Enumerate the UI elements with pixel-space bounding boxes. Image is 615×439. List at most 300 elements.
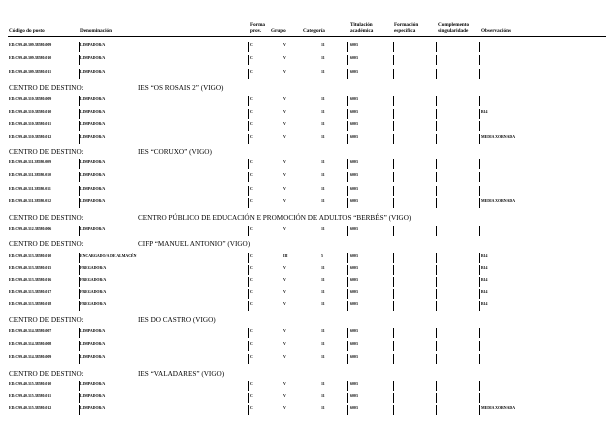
column-separator bbox=[479, 69, 480, 79]
center-label: CENTRO DE DESTINO: bbox=[9, 84, 84, 92]
cell-categoria: 11 bbox=[321, 355, 325, 359]
column-separator bbox=[347, 96, 348, 106]
column-separator bbox=[479, 159, 480, 169]
cell-forma: C bbox=[250, 355, 253, 359]
cell-forma: C bbox=[250, 56, 253, 60]
header-formacion: Formación específica bbox=[394, 22, 419, 34]
cell-forma: C bbox=[250, 43, 253, 47]
cell-titulacion: 6003 bbox=[350, 97, 358, 101]
table-row bbox=[0, 198, 615, 209]
column-separator bbox=[248, 289, 249, 299]
column-separator bbox=[347, 109, 348, 119]
cell-denominacion: LIMPADOR/A bbox=[80, 160, 106, 164]
cell-categoria: 11 bbox=[321, 160, 325, 164]
cell-categoria: 11 bbox=[321, 406, 325, 410]
cell-code: ED.C99.40.310.38580.010 bbox=[9, 110, 52, 114]
column-separator bbox=[248, 226, 249, 236]
column-separator bbox=[393, 354, 394, 364]
cell-forma: C bbox=[250, 173, 253, 177]
cell-observacions: MEDIA XORNADA bbox=[481, 199, 516, 203]
cell-denominacion: ENCARGADO/A DE ALMACÉN bbox=[80, 254, 137, 258]
column-separator bbox=[479, 96, 480, 106]
column-separator bbox=[436, 289, 437, 299]
column-separator bbox=[248, 253, 249, 263]
center-heading bbox=[9, 240, 609, 249]
column-separator bbox=[248, 354, 249, 364]
cell-code: ED.C99.40.314.38580.007 bbox=[9, 329, 52, 333]
cell-titulacion: 6003 bbox=[350, 135, 358, 139]
column-separator bbox=[347, 172, 348, 182]
column-separator bbox=[248, 109, 249, 119]
cell-observacions: MEDIA XORNADA bbox=[481, 406, 516, 410]
column-separator bbox=[479, 226, 480, 236]
column-separator bbox=[479, 381, 480, 391]
cell-grupo: III bbox=[283, 254, 288, 258]
cell-grupo: V bbox=[283, 342, 286, 346]
column-separator bbox=[436, 253, 437, 263]
cell-categoria: 11 bbox=[321, 70, 325, 74]
cell-forma: C bbox=[250, 199, 253, 203]
cell-forma: C bbox=[250, 227, 253, 231]
table-row bbox=[0, 96, 615, 107]
cell-code: ED.C99.40.309.38580.010 bbox=[9, 56, 52, 60]
cell-denominacion: FREGADOR/A bbox=[80, 302, 107, 306]
table-row bbox=[0, 289, 615, 300]
column-separator bbox=[393, 393, 394, 403]
column-separator bbox=[393, 277, 394, 287]
cell-denominacion: LIMPADOR/A bbox=[80, 199, 106, 203]
column-separator bbox=[393, 265, 394, 275]
cell-code: ED.C99.40.311.38580.012 bbox=[9, 199, 52, 203]
cell-forma: C bbox=[250, 70, 253, 74]
column-separator bbox=[479, 328, 480, 338]
column-separator bbox=[393, 405, 394, 415]
column-separator bbox=[347, 341, 348, 351]
column-separator bbox=[347, 55, 348, 65]
cell-code: ED.C99.40.310.38580.009 bbox=[9, 97, 52, 101]
cell-forma: C bbox=[250, 135, 253, 139]
header-complemento: Complemento singularidade bbox=[438, 22, 470, 34]
cell-code: ED.C99.40.314.38580.008 bbox=[9, 342, 52, 346]
header-denominacion: Denominación bbox=[80, 28, 112, 34]
cell-titulacion: 6003 bbox=[350, 355, 358, 359]
column-separator bbox=[248, 265, 249, 275]
column-separator bbox=[393, 301, 394, 311]
cell-grupo: V bbox=[283, 187, 286, 191]
cell-titulacion: 6003 bbox=[350, 199, 358, 203]
cell-grupo: V bbox=[283, 135, 286, 139]
cell-grupo: V bbox=[283, 122, 286, 126]
table-row bbox=[0, 172, 615, 183]
cell-denominacion: LIMPADOR/A bbox=[80, 355, 106, 359]
table-row bbox=[0, 159, 615, 170]
column-separator bbox=[248, 301, 249, 311]
column-separator bbox=[436, 55, 437, 65]
center-heading bbox=[9, 214, 609, 223]
column-separator bbox=[436, 134, 437, 144]
column-separator bbox=[248, 405, 249, 415]
column-separator bbox=[347, 186, 348, 196]
cell-observacions: B14 bbox=[481, 278, 488, 282]
table-row bbox=[0, 55, 615, 66]
column-separator bbox=[393, 172, 394, 182]
column-separator bbox=[347, 69, 348, 79]
cell-titulacion: 6003 bbox=[350, 290, 358, 294]
column-separator bbox=[393, 186, 394, 196]
column-separator bbox=[347, 354, 348, 364]
column-separator bbox=[393, 226, 394, 236]
cell-categoria: 11 bbox=[321, 56, 325, 60]
cell-categoria: 11 bbox=[321, 110, 325, 114]
column-separator bbox=[393, 121, 394, 131]
center-name: IES “OS ROSAIS 2” (VIGO) bbox=[138, 84, 224, 92]
cell-titulacion: 6003 bbox=[350, 227, 358, 231]
cell-denominacion: LIMPADOR/A bbox=[80, 110, 106, 114]
column-separator bbox=[479, 134, 480, 144]
cell-titulacion: 6003 bbox=[350, 329, 358, 333]
cell-forma: C bbox=[250, 290, 253, 294]
column-separator bbox=[248, 42, 249, 52]
cell-grupo: V bbox=[283, 43, 286, 47]
column-separator bbox=[393, 159, 394, 169]
column-separator bbox=[436, 198, 437, 208]
cell-forma: C bbox=[250, 394, 253, 398]
column-separator bbox=[347, 381, 348, 391]
cell-denominacion: LIMPADOR/A bbox=[80, 173, 106, 177]
cell-categoria: 11 bbox=[321, 394, 325, 398]
cell-titulacion: 6003 bbox=[350, 302, 358, 306]
column-separator bbox=[393, 96, 394, 106]
center-heading bbox=[9, 84, 609, 93]
cell-titulacion: 6003 bbox=[350, 56, 358, 60]
cell-grupo: V bbox=[283, 329, 286, 333]
cell-forma: C bbox=[250, 266, 253, 270]
column-separator bbox=[479, 121, 480, 131]
header-grupo: Grupo bbox=[271, 28, 286, 34]
column-separator bbox=[393, 109, 394, 119]
column-separator bbox=[436, 42, 437, 52]
cell-categoria: 11 bbox=[321, 122, 325, 126]
column-separator bbox=[393, 198, 394, 208]
cell-titulacion: 6003 bbox=[350, 122, 358, 126]
column-separator bbox=[479, 341, 480, 351]
cell-grupo: V bbox=[283, 355, 286, 359]
column-separator bbox=[436, 301, 437, 311]
cell-observacions: MEDIA XORNADA bbox=[481, 135, 516, 139]
cell-titulacion: 6003 bbox=[350, 160, 358, 164]
column-separator bbox=[436, 393, 437, 403]
cell-denominacion: LIMPADOR/A bbox=[80, 394, 106, 398]
header-rule bbox=[8, 36, 606, 37]
column-separator bbox=[479, 277, 480, 287]
column-separator bbox=[479, 354, 480, 364]
column-separator bbox=[436, 69, 437, 79]
column-separator bbox=[393, 69, 394, 79]
column-separator bbox=[479, 172, 480, 182]
cell-denominacion: LIMPADOR/A bbox=[80, 406, 106, 410]
cell-forma: C bbox=[250, 187, 253, 191]
table-row bbox=[0, 226, 615, 237]
table-row bbox=[0, 186, 615, 197]
cell-titulacion: 6003 bbox=[350, 254, 358, 258]
column-separator bbox=[479, 289, 480, 299]
table-row bbox=[0, 381, 615, 392]
center-label: CENTRO DE DESTINO: bbox=[9, 370, 84, 378]
column-separator bbox=[248, 328, 249, 338]
column-separator bbox=[248, 159, 249, 169]
cell-code: ED.C99.40.315.38580.012 bbox=[9, 406, 52, 410]
cell-grupo: V bbox=[283, 160, 286, 164]
cell-titulacion: 6003 bbox=[350, 173, 358, 177]
cell-code: ED.C99.40.311.38580.009 bbox=[9, 160, 52, 164]
cell-categoria: 11 bbox=[321, 97, 325, 101]
cell-forma: C bbox=[250, 406, 253, 410]
cell-grupo: V bbox=[283, 70, 286, 74]
table-row bbox=[0, 341, 615, 352]
cell-code: ED.C99.40.315.38580.011 bbox=[9, 394, 52, 398]
cell-titulacion: 6003 bbox=[350, 70, 358, 74]
cell-categoria: 11 bbox=[321, 135, 325, 139]
column-separator bbox=[248, 341, 249, 351]
cell-grupo: V bbox=[283, 266, 286, 270]
column-separator bbox=[393, 55, 394, 65]
cell-denominacion: LIMPADOR/A bbox=[80, 56, 106, 60]
cell-categoria: 11 bbox=[321, 173, 325, 177]
cell-titulacion: 6003 bbox=[350, 43, 358, 47]
column-separator bbox=[347, 42, 348, 52]
cell-code: ED.C99.40.315.38580.010 bbox=[9, 382, 52, 386]
column-separator bbox=[347, 265, 348, 275]
column-separator bbox=[347, 159, 348, 169]
column-separator bbox=[248, 198, 249, 208]
cell-grupo: V bbox=[283, 278, 286, 282]
header-codigo: Código do posto bbox=[9, 28, 45, 34]
cell-forma: C bbox=[250, 97, 253, 101]
column-separator bbox=[393, 341, 394, 351]
column-separator bbox=[248, 277, 249, 287]
center-name: CIFP “MANUEL ANTONIO” (VIGO) bbox=[138, 240, 251, 248]
cell-categoria: 11 bbox=[321, 342, 325, 346]
cell-code: ED.C99.40.313.38580.016 bbox=[9, 278, 52, 282]
cell-categoria: 11 bbox=[321, 266, 325, 270]
center-label: CENTRO DE DESTINO: bbox=[9, 316, 84, 324]
cell-grupo: V bbox=[283, 406, 286, 410]
column-separator bbox=[436, 186, 437, 196]
column-separator bbox=[347, 226, 348, 236]
cell-denominacion: LIMPADOR/A bbox=[80, 135, 106, 139]
column-separator bbox=[248, 172, 249, 182]
table-row bbox=[0, 42, 615, 53]
column-separator bbox=[479, 265, 480, 275]
column-separator bbox=[248, 381, 249, 391]
cell-categoria: 5 bbox=[321, 254, 323, 258]
column-separator bbox=[347, 198, 348, 208]
cell-forma: C bbox=[250, 160, 253, 164]
table-row bbox=[0, 109, 615, 120]
cell-titulacion: 6003 bbox=[350, 278, 358, 282]
cell-grupo: V bbox=[283, 199, 286, 203]
cell-observacions: B14 bbox=[481, 110, 488, 114]
cell-code: ED.C99.40.314.38580.009 bbox=[9, 355, 52, 359]
cell-denominacion: LIMPADOR/A bbox=[80, 43, 106, 47]
table-row bbox=[0, 69, 615, 80]
cell-code: ED.C99.40.310.38580.012 bbox=[9, 135, 52, 139]
column-separator bbox=[248, 121, 249, 131]
column-separator bbox=[393, 381, 394, 391]
column-separator bbox=[347, 328, 348, 338]
center-heading bbox=[9, 148, 609, 157]
cell-categoria: 11 bbox=[321, 199, 325, 203]
table-row bbox=[0, 134, 615, 145]
cell-denominacion: LIMPADOR/A bbox=[80, 329, 106, 333]
table-row bbox=[0, 354, 615, 365]
cell-grupo: V bbox=[283, 302, 286, 306]
center-name: IES “VALADARES” (VIGO) bbox=[138, 370, 225, 378]
center-name: IES DO CASTRO (VIGO) bbox=[138, 316, 216, 324]
column-separator bbox=[436, 265, 437, 275]
cell-denominacion: FREGADOR/A bbox=[80, 278, 107, 282]
cell-forma: C bbox=[250, 278, 253, 282]
cell-denominacion: FREGADOR/A bbox=[80, 266, 107, 270]
column-separator bbox=[479, 393, 480, 403]
column-separator bbox=[479, 42, 480, 52]
cell-titulacion: 6003 bbox=[350, 406, 358, 410]
cell-denominacion: FREGADOR/A bbox=[80, 290, 107, 294]
column-separator bbox=[479, 253, 480, 263]
table-row bbox=[0, 393, 615, 404]
table-row bbox=[0, 265, 615, 276]
column-separator bbox=[248, 55, 249, 65]
cell-categoria: 11 bbox=[321, 43, 325, 47]
column-separator bbox=[248, 69, 249, 79]
cell-titulacion: 6003 bbox=[350, 342, 358, 346]
cell-denominacion: LIMPADOR/A bbox=[80, 382, 106, 386]
column-separator bbox=[436, 341, 437, 351]
column-separator bbox=[479, 109, 480, 119]
cell-categoria: 11 bbox=[321, 227, 325, 231]
column-separator bbox=[479, 186, 480, 196]
cell-grupo: V bbox=[283, 97, 286, 101]
cell-code: ED.C99.40.309.38580.011 bbox=[9, 70, 52, 74]
cell-categoria: 11 bbox=[321, 302, 325, 306]
cell-code: ED.C99.40.313.38580.015 bbox=[9, 266, 52, 270]
column-separator bbox=[393, 42, 394, 52]
column-separator bbox=[393, 253, 394, 263]
cell-code: ED.C99.40.313.38580.010 bbox=[9, 254, 52, 258]
cell-forma: C bbox=[250, 382, 253, 386]
cell-observacions: B14 bbox=[481, 302, 488, 306]
column-separator bbox=[436, 172, 437, 182]
column-separator bbox=[393, 289, 394, 299]
cell-forma: C bbox=[250, 254, 253, 258]
center-heading bbox=[9, 316, 609, 325]
table-row bbox=[0, 301, 615, 312]
column-separator bbox=[248, 134, 249, 144]
table-row bbox=[0, 277, 615, 288]
cell-code: ED.C99.40.312.38580.006 bbox=[9, 227, 52, 231]
column-separator bbox=[347, 253, 348, 263]
cell-categoria: 11 bbox=[321, 329, 325, 333]
cell-grupo: V bbox=[283, 290, 286, 294]
cell-grupo: V bbox=[283, 56, 286, 60]
header-categoria: Categoría bbox=[303, 28, 325, 34]
cell-titulacion: 6003 bbox=[350, 266, 358, 270]
cell-code: ED.C99.40.311.38580.010 bbox=[9, 173, 52, 177]
cell-code: ED.C99.40.309.38580.009 bbox=[9, 43, 52, 47]
header-titulacion: Titulación académica bbox=[350, 22, 374, 34]
cell-denominacion: LIMPADOR/A bbox=[80, 122, 106, 126]
header-observacions: Observacións bbox=[481, 28, 511, 34]
column-separator bbox=[436, 354, 437, 364]
cell-forma: C bbox=[250, 110, 253, 114]
cell-code: ED.C99.40.313.38580.018 bbox=[9, 302, 52, 306]
column-separator bbox=[347, 289, 348, 299]
cell-observacions: B14 bbox=[481, 266, 488, 270]
column-separator bbox=[347, 301, 348, 311]
column-separator bbox=[436, 277, 437, 287]
cell-titulacion: 6003 bbox=[350, 187, 358, 191]
column-separator bbox=[479, 198, 480, 208]
table-row bbox=[0, 121, 615, 132]
cell-titulacion: 6003 bbox=[350, 394, 358, 398]
cell-code: ED.C99.40.313.38580.017 bbox=[9, 290, 52, 294]
cell-categoria: 11 bbox=[321, 290, 325, 294]
cell-code: ED.C99.40.311.38580.011 bbox=[9, 187, 51, 191]
column-separator bbox=[347, 134, 348, 144]
cell-categoria: 11 bbox=[321, 278, 325, 282]
center-heading bbox=[9, 370, 609, 379]
column-separator bbox=[436, 159, 437, 169]
header-forma: Forma prov. bbox=[250, 22, 265, 34]
cell-grupo: V bbox=[283, 110, 286, 114]
column-separator bbox=[393, 328, 394, 338]
column-separator bbox=[436, 109, 437, 119]
cell-forma: C bbox=[250, 342, 253, 346]
cell-grupo: V bbox=[283, 227, 286, 231]
column-separator bbox=[479, 405, 480, 415]
cell-grupo: V bbox=[283, 173, 286, 177]
column-separator bbox=[479, 55, 480, 65]
cell-denominacion: LIMPADOR/A bbox=[80, 342, 106, 346]
cell-titulacion: 6003 bbox=[350, 382, 358, 386]
column-separator bbox=[347, 277, 348, 287]
cell-titulacion: 6003 bbox=[350, 110, 358, 114]
center-label: CENTRO DE DESTINO: bbox=[9, 148, 84, 156]
cell-grupo: V bbox=[283, 394, 286, 398]
cell-categoria: 11 bbox=[321, 382, 325, 386]
cell-categoria: 11 bbox=[321, 187, 325, 191]
column-separator bbox=[347, 393, 348, 403]
table-row bbox=[0, 328, 615, 339]
center-name: IES “CORUXO” (VIGO) bbox=[138, 148, 212, 156]
center-name: CENTRO PÚBLICO DE EDUCACIÓN E PROMOCIÓN DE ADULTOS “BERBÉS” (VIGO) bbox=[138, 214, 412, 222]
column-separator bbox=[436, 96, 437, 106]
table-row bbox=[0, 253, 615, 264]
table-row bbox=[0, 405, 615, 416]
cell-observacions: B14 bbox=[481, 254, 488, 258]
column-separator bbox=[436, 121, 437, 131]
column-separator bbox=[436, 405, 437, 415]
cell-code: ED.C99.40.310.38580.011 bbox=[9, 122, 52, 126]
cell-denominacion: LIMPADOR/A bbox=[80, 227, 106, 231]
column-separator bbox=[248, 96, 249, 106]
cell-denominacion: LIMPADOR/A bbox=[80, 70, 106, 74]
column-separator bbox=[436, 328, 437, 338]
cell-forma: C bbox=[250, 302, 253, 306]
cell-denominacion: LIMPADOR/A bbox=[80, 97, 106, 101]
column-separator bbox=[347, 405, 348, 415]
column-separator bbox=[248, 186, 249, 196]
